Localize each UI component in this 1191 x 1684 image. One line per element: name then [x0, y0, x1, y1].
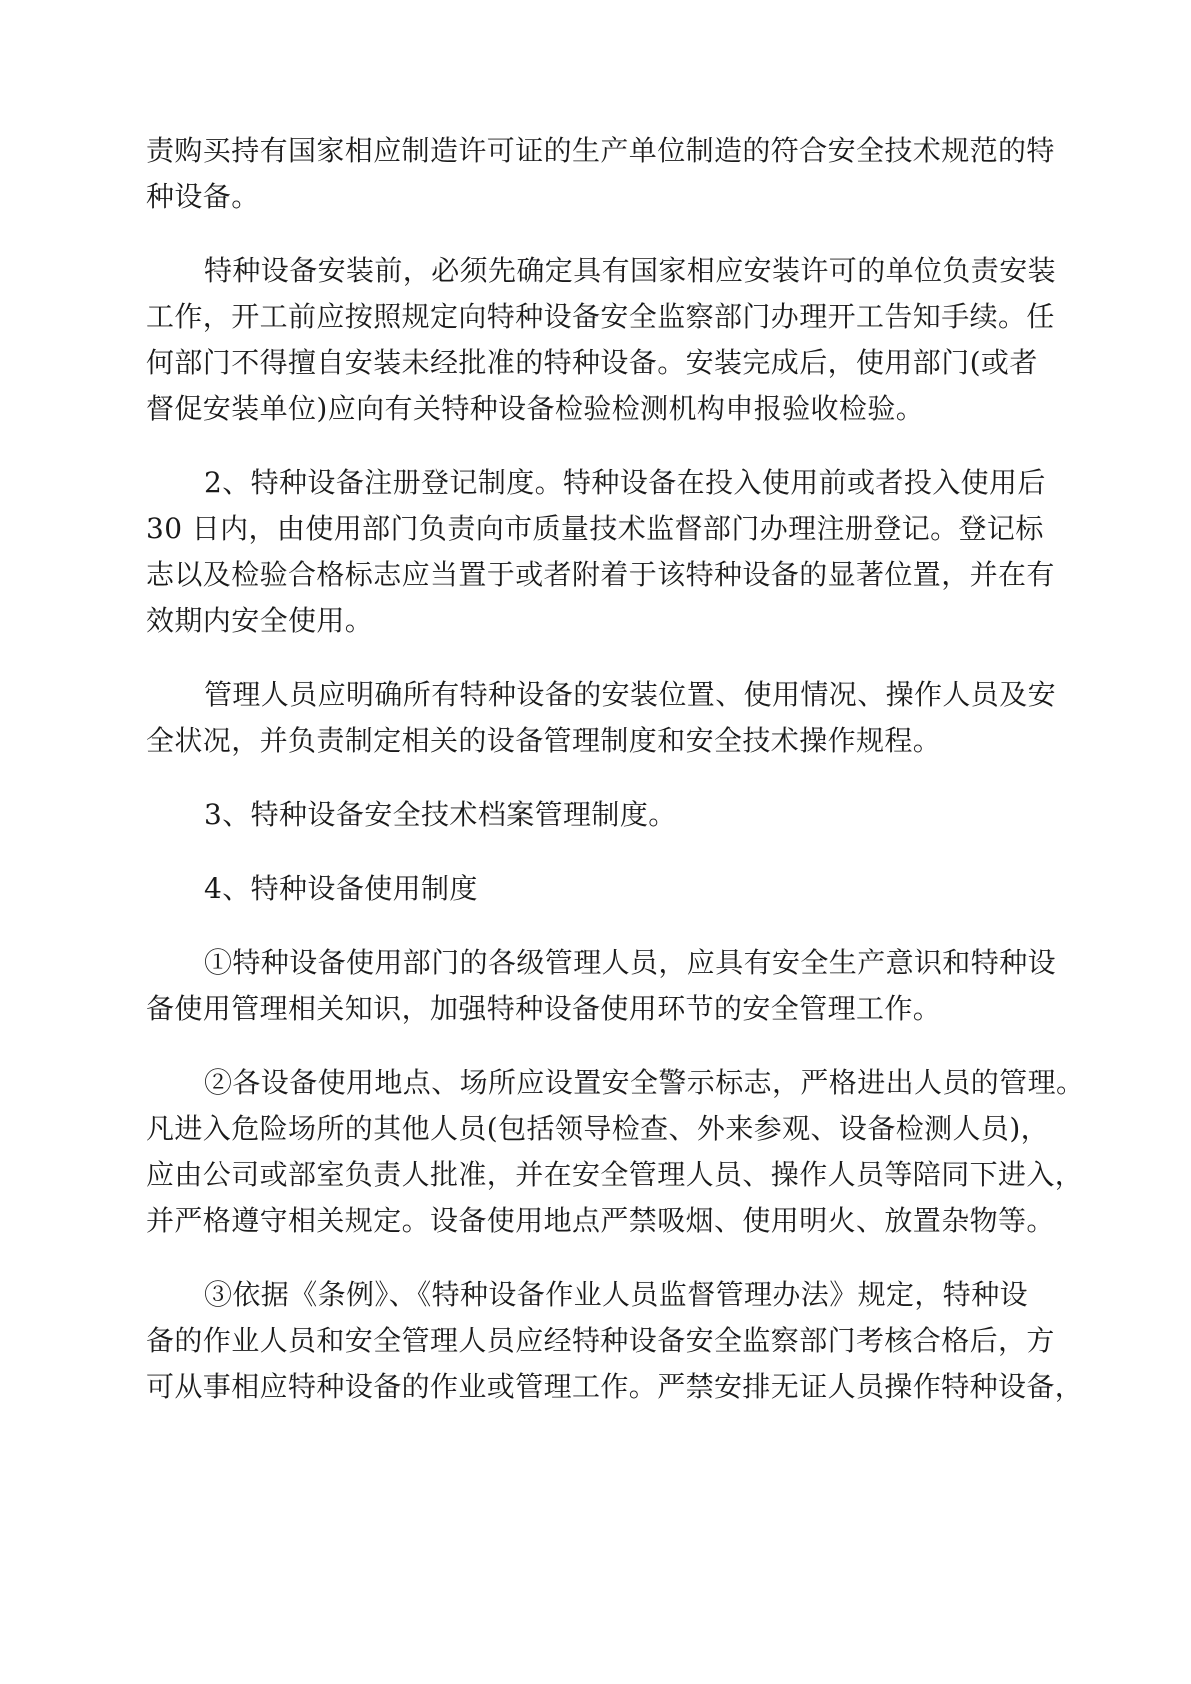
- text-line: 并严格遵守相关规定。设备使用地点严禁吸烟、使用明火、放置杂物等。: [146, 1204, 1055, 1237]
- text-line: 责购买持有国家相应制造许可证的生产单位制造的符合安全技术规范的特: [146, 134, 1055, 167]
- paragraph-7: [146, 940, 1057, 1032]
- document-body: [146, 128, 1085, 1410]
- text-line: 工作，开工前应按照规定向特种设备安全监察部门办理开工告知手续。任: [146, 300, 1055, 333]
- text-line: 30 日内，由使用部门负责向市质量技术监督部门办理注册登记。登记标: [146, 512, 1044, 545]
- text-line: 管理人员应明确所有特种设备的安装位置、使用情况、操作人员及安: [204, 678, 1057, 711]
- text-line: 凡进入危险场所的其他人员(包括领导检查、外来参观、设备检测人员)，: [146, 1112, 1050, 1145]
- paragraph-9: [146, 1272, 1084, 1410]
- text-line: 何部门不得擅自安装未经批准的特种设备。安装完成后，使用部门(或者: [146, 346, 1038, 379]
- paragraph-8: [146, 1060, 1085, 1244]
- paragraph-1: [146, 128, 1055, 220]
- text-line: ②各设备使用地点、场所应设置安全警示标志，严格进出人员的管理。: [204, 1066, 1085, 1099]
- paragraph-5: [146, 792, 1046, 838]
- text-line: 备的作业人员和安全管理人员应经特种设备安全监察部门考核合格后，方: [146, 1324, 1055, 1357]
- text-line: 督促安装单位)应向有关特种设备检验检测机构申报验收检验。: [146, 392, 925, 425]
- text-line: 志以及检验合格标志应当置于或者附着于该特种设备的显著位置，并在有: [146, 558, 1055, 591]
- text-line: 4、特种设备使用制度: [204, 872, 478, 905]
- text-line: ①特种设备使用部门的各级管理人员，应具有安全生产意识和特种设: [204, 946, 1057, 979]
- text-line: ③依据《条例》、《特种设备作业人员监督管理办法》规定，特种设: [204, 1278, 1029, 1311]
- text-line: 备使用管理相关知识，加强特种设备使用环节的安全管理工作。: [146, 992, 942, 1025]
- text-line: 种设备。: [146, 180, 260, 213]
- paragraph-3: [146, 460, 1055, 644]
- text-line: 可从事相应特种设备的作业或管理工作。严禁安排无证人员操作特种设备，: [146, 1370, 1084, 1403]
- text-line: 2、特种设备注册登记制度。特种设备在投入使用前或者投入使用后: [204, 466, 1046, 499]
- text-line: 全状况，并负责制定相关的设备管理制度和安全技术操作规程。: [146, 724, 942, 757]
- text-line: 应由公司或部室负责人批准，并在安全管理人员、操作人员等陪同下进入，: [146, 1158, 1084, 1191]
- text-line: 特种设备安装前，必须先确定具有国家相应安装许可的单位负责安装: [204, 254, 1057, 287]
- paragraph-4: [146, 672, 1057, 764]
- paragraph-2: [146, 248, 1057, 432]
- text-line: 效期内安全使用。: [146, 604, 374, 637]
- paragraph-6: [146, 866, 1046, 912]
- text-line: 3、特种设备安全技术档案管理制度。: [204, 798, 677, 831]
